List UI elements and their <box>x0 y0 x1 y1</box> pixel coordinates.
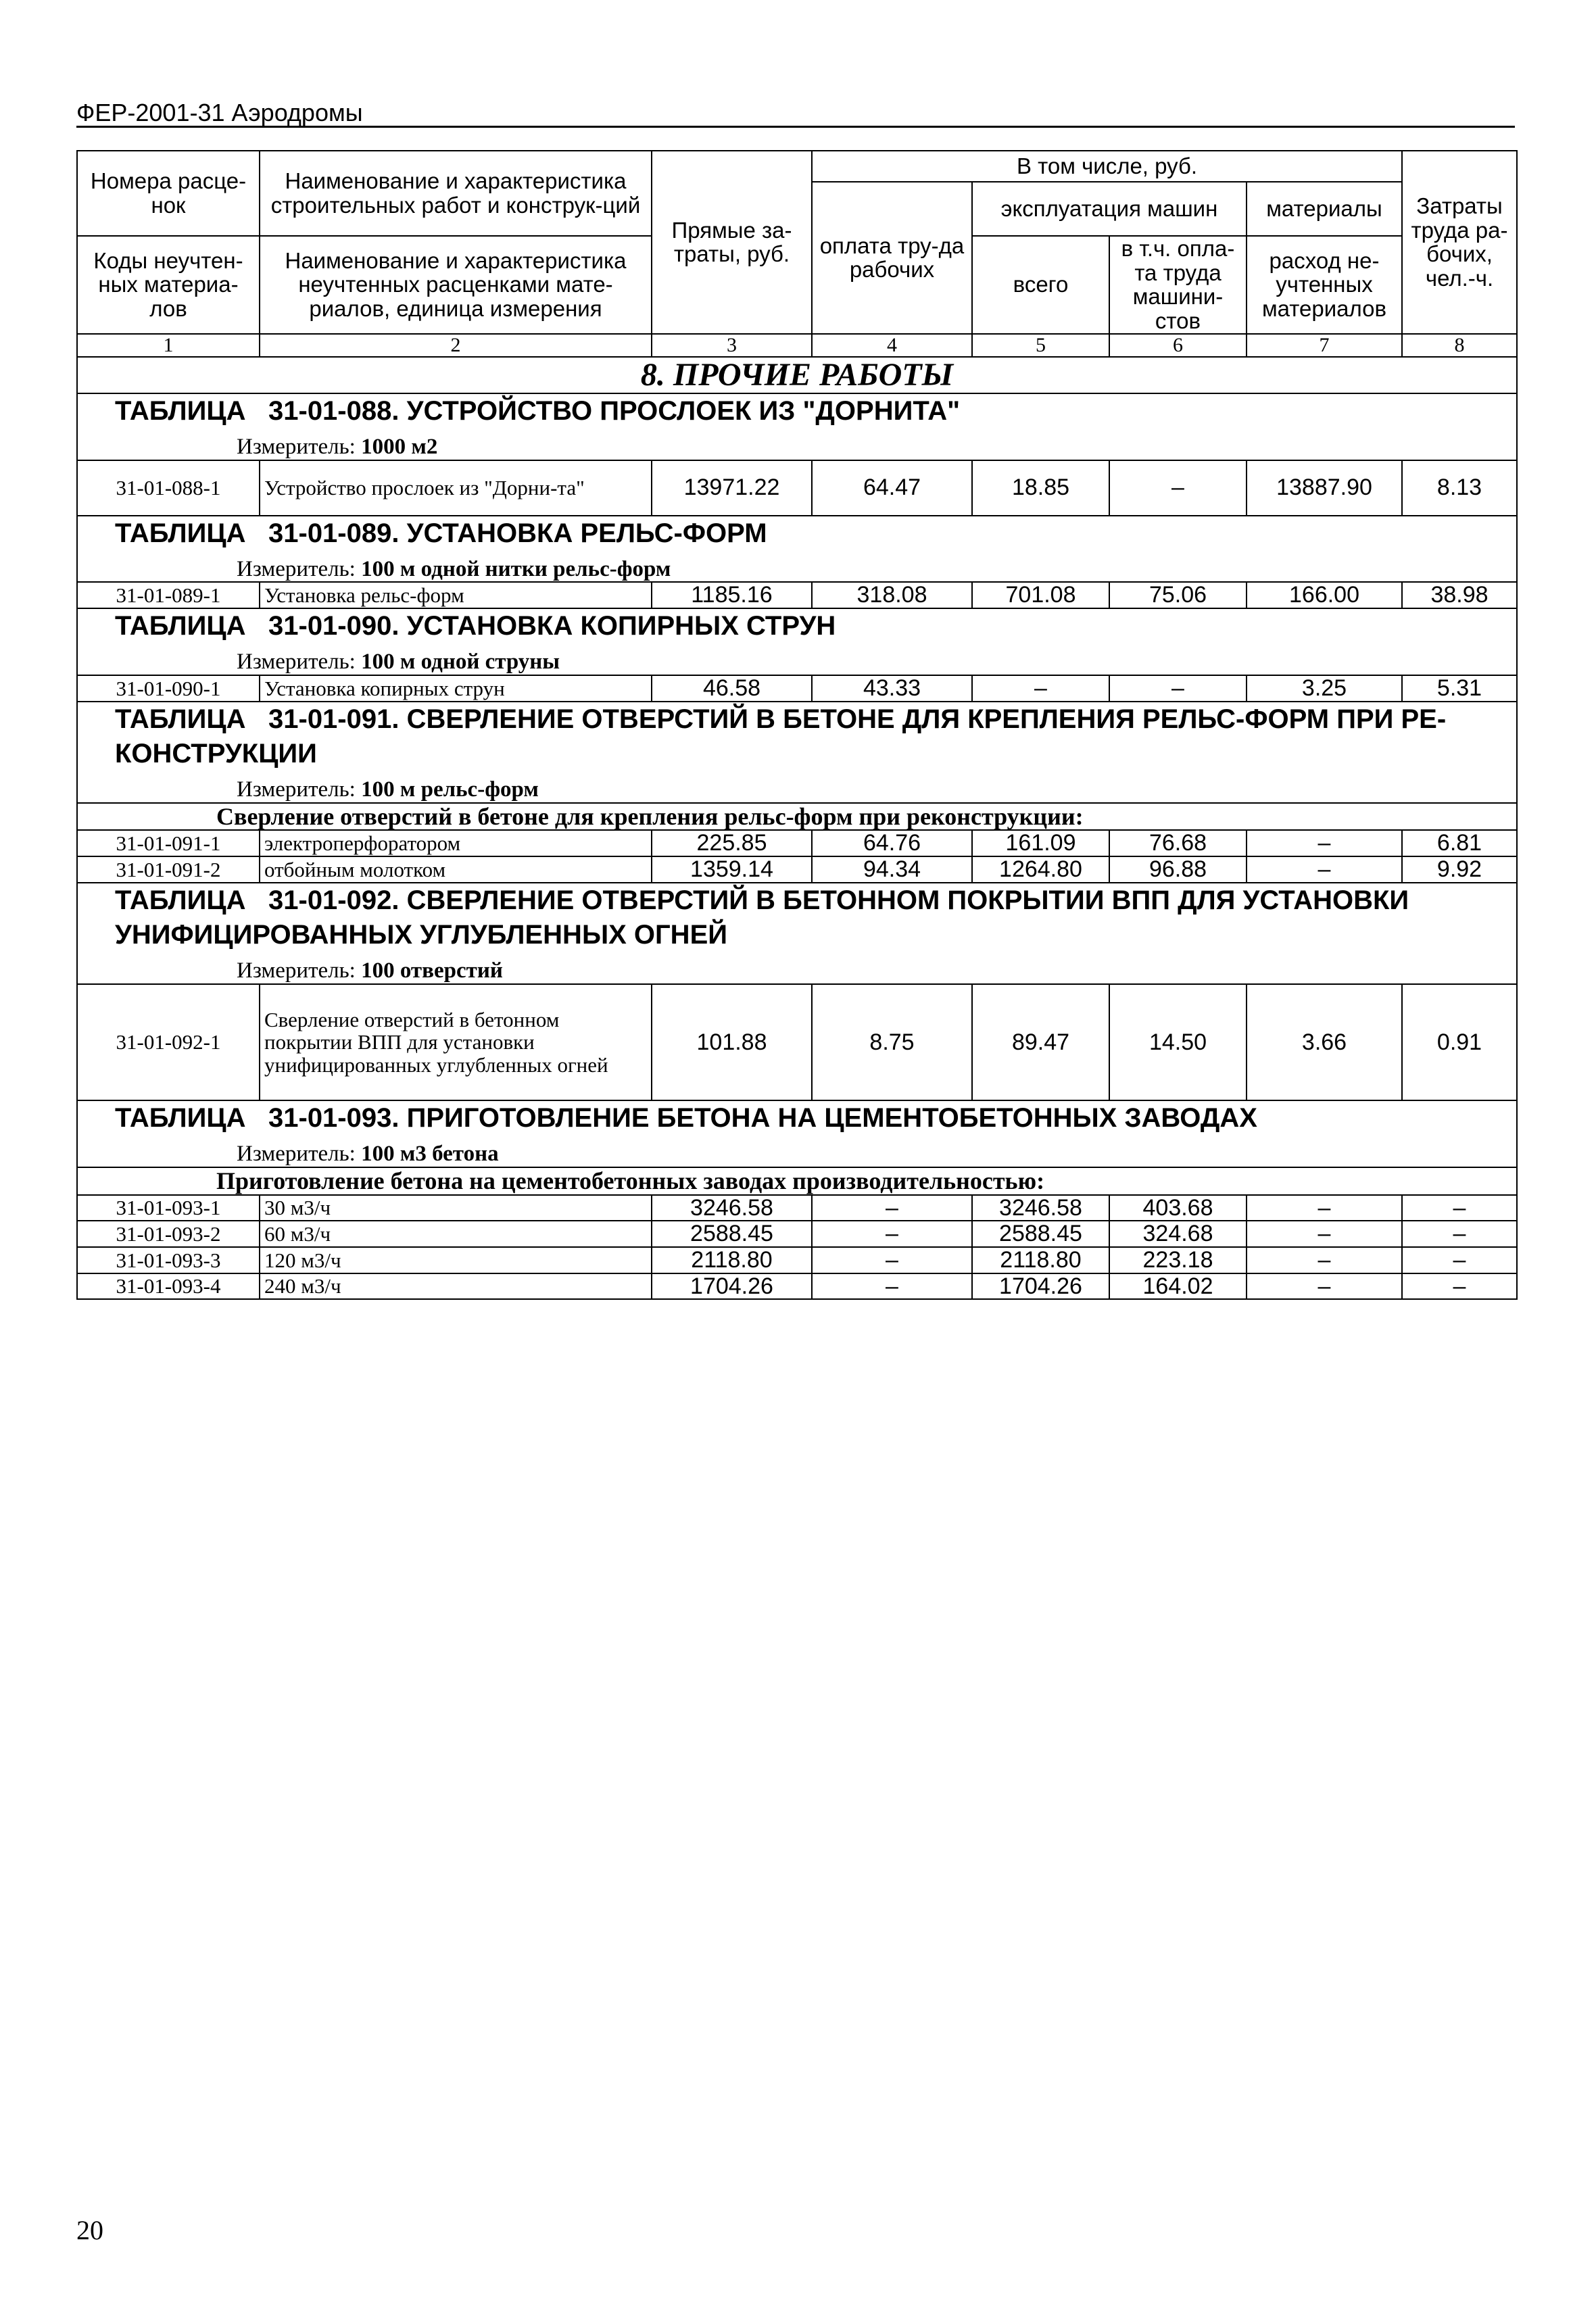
value-mach: 3246.58 <box>972 1195 1109 1221</box>
work-name: 120 м3/ч <box>260 1247 652 1273</box>
table-label: ТАБЛИЦА <box>115 395 246 426</box>
value-hours: 0.91 <box>1402 984 1517 1100</box>
header-including: В том числе, руб. <box>812 151 1402 182</box>
header-machine-operation: эксплуатация машин <box>972 182 1247 236</box>
page-number: 20 <box>76 2215 103 2245</box>
work-name: отбойным молотком <box>260 856 652 883</box>
value-mach-labor: – <box>1109 675 1247 702</box>
value-hours: – <box>1402 1247 1517 1273</box>
value-hours: 6.81 <box>1402 830 1517 856</box>
measure-unit <box>78 959 1516 983</box>
value-direct: 225.85 <box>652 830 812 856</box>
table-body <box>77 151 1517 1299</box>
table-label: ТАБЛИЦА <box>115 518 246 548</box>
value-mach: 1264.80 <box>972 856 1109 883</box>
rate-code: 31-01-091-1 <box>77 830 260 856</box>
measure-prefix: Измеритель: <box>237 777 356 802</box>
value-direct: 46.58 <box>652 675 812 702</box>
value-mach-labor: – <box>1109 460 1247 516</box>
value-mat: – <box>1247 856 1402 883</box>
subheading-row <box>77 1167 1517 1195</box>
value-hours: 8.13 <box>1402 460 1517 516</box>
value-labor: 64.76 <box>812 830 972 856</box>
column-number: 4 <box>812 334 972 357</box>
table-title-row <box>77 608 1517 675</box>
work-name: 60 м3/ч <box>260 1221 652 1247</box>
value-mat: – <box>1247 1195 1402 1221</box>
measure-prefix: Измеритель: <box>237 434 356 459</box>
rate-code: 31-01-090-1 <box>77 675 260 702</box>
value-mach-labor: 14.50 <box>1109 984 1247 1100</box>
subheading-cell <box>77 1167 1517 1195</box>
value-hours: – <box>1402 1273 1517 1300</box>
rates-table <box>76 150 1518 1300</box>
measure-unit <box>78 558 1516 582</box>
table-title-text: 31-01-088. УСТРОЙСТВО ПРОСЛОЕК ИЗ "ДОРНИТА" <box>268 395 961 426</box>
table-title-cell <box>77 516 1517 583</box>
header-work-name: Наименование и характеристика строительных работ и конструк-ций <box>260 151 652 236</box>
value-hours: – <box>1402 1221 1517 1247</box>
measure-value: 100 м одной нитки рельс-форм <box>361 556 671 581</box>
header-operator-pay: в т.ч. опла-та труда машини-стов <box>1109 236 1247 334</box>
value-hours: 9.92 <box>1402 856 1517 883</box>
value-labor: – <box>812 1273 972 1300</box>
table-title-text: 31-01-090. УСТАНОВКА КОПИРНЫХ СТРУН <box>268 611 836 641</box>
table-row <box>77 1195 1517 1221</box>
value-mat: – <box>1247 1273 1402 1300</box>
work-name: 30 м3/ч <box>260 1195 652 1221</box>
column-number: 8 <box>1402 334 1517 357</box>
table-label: ТАБЛИЦА <box>115 1102 246 1133</box>
table-title-row <box>77 1100 1517 1167</box>
value-mach: 2118.80 <box>972 1247 1109 1273</box>
table-row <box>77 1247 1517 1273</box>
value-mach-labor: 76.68 <box>1109 830 1247 856</box>
work-name: Сверление отверстий в бетонном покрытии ВПП для установки унифицированных углубленных огней <box>260 984 652 1100</box>
header-direct-costs: Прямые за-траты, руб. <box>652 151 812 334</box>
table-title-row <box>77 702 1517 803</box>
header-material-names: Наименование и характеристика неучтенных расценками мате-риалов, единица измерения <box>260 236 652 334</box>
table-title <box>78 516 1516 551</box>
table-title-text: 31-01-093. ПРИГОТОВЛЕНИЕ БЕТОНА НА ЦЕМЕНТОБЕТОННЫХ ЗАВОДАХ <box>268 1102 1257 1133</box>
measure-unit <box>78 1142 1516 1167</box>
measure-prefix: Измеритель: <box>237 556 356 581</box>
value-direct: 2118.80 <box>652 1247 812 1273</box>
document-header: ФЕР-2001-31 Аэродромы <box>76 99 363 126</box>
subheading: Приготовление бетона на цементобетонных заводах производительностью: <box>216 1167 1045 1194</box>
value-direct: 101.88 <box>652 984 812 1100</box>
column-number: 1 <box>77 334 260 357</box>
rate-code: 31-01-093-4 <box>77 1273 260 1300</box>
work-name: электроперфоратором <box>260 830 652 856</box>
table-title <box>78 609 1516 643</box>
column-numbers-row <box>77 334 1517 357</box>
column-number: 5 <box>972 334 1109 357</box>
subheading-row <box>77 803 1517 831</box>
table-title-row <box>77 393 1517 460</box>
value-mach: 2588.45 <box>972 1221 1109 1247</box>
table-row <box>77 856 1517 883</box>
column-number: 3 <box>652 334 812 357</box>
value-hours: 38.98 <box>1402 582 1517 608</box>
table-title-cell <box>77 1100 1517 1167</box>
table-row <box>77 675 1517 702</box>
measure-prefix: Измеритель: <box>237 1142 356 1167</box>
rate-code: 31-01-091-2 <box>77 856 260 883</box>
value-labor: – <box>812 1247 972 1273</box>
table-title-text: 31-01-091. СВЕРЛЕНИЕ ОТВЕРСТИЙ В БЕТОНЕ ДЛЯ КРЕПЛЕНИЯ РЕЛЬС-ФОРМ ПРИ РЕ-КОНСТРУКЦИИ <box>115 704 1447 769</box>
rate-code: 31-01-093-1 <box>77 1195 260 1221</box>
table-title-row <box>77 883 1517 984</box>
value-mach: 89.47 <box>972 984 1109 1100</box>
value-labor: 318.08 <box>812 582 972 608</box>
value-mach-labor: 324.68 <box>1109 1221 1247 1247</box>
table-label: ТАБЛИЦА <box>115 704 246 734</box>
rate-code: 31-01-088-1 <box>77 460 260 516</box>
value-mach: 18.85 <box>972 460 1109 516</box>
column-number: 2 <box>260 334 652 357</box>
value-direct: 3246.58 <box>652 1195 812 1221</box>
measure-prefix: Измеритель: <box>237 958 356 983</box>
table-row <box>77 1273 1517 1300</box>
header-rate-numbers: Номера расце-нок <box>77 151 260 236</box>
table-title-row <box>77 516 1517 583</box>
value-hours: – <box>1402 1195 1517 1221</box>
value-labor: 64.47 <box>812 460 972 516</box>
value-mach: 701.08 <box>972 582 1109 608</box>
header-materials: материалы <box>1247 182 1402 236</box>
work-name: Установка копирных струн <box>260 675 652 702</box>
table-title-cell <box>77 883 1517 984</box>
value-mat: 3.25 <box>1247 675 1402 702</box>
measure-value: 100 м рельс-форм <box>361 777 539 802</box>
measure-unit <box>78 435 1516 460</box>
work-name: Установка рельс-форм <box>260 582 652 608</box>
section-title: 8. ПРОЧИЕ РАБОТЫ <box>77 357 1517 393</box>
table-title <box>78 394 1516 429</box>
rate-code: 31-01-093-3 <box>77 1247 260 1273</box>
header-rule <box>76 126 1515 128</box>
table-title-text: 31-01-089. УСТАНОВКА РЕЛЬС-ФОРМ <box>268 518 767 548</box>
table-label: ТАБЛИЦА <box>115 611 246 641</box>
rate-code: 31-01-093-2 <box>77 1221 260 1247</box>
value-mach-labor: 164.02 <box>1109 1273 1247 1300</box>
subheading: Сверление отверстий в бетоне для крепления рельс-форм при реконструкции: <box>216 802 1084 830</box>
rate-code: 31-01-092-1 <box>77 984 260 1100</box>
header-material-codes: Коды неучтен-ных материа-лов <box>77 236 260 334</box>
measure-value: 1000 м2 <box>361 434 438 459</box>
table-title <box>78 1101 1516 1136</box>
table-title-cell <box>77 702 1517 803</box>
table-row <box>77 830 1517 856</box>
table-row <box>77 582 1517 608</box>
table-title-cell <box>77 393 1517 460</box>
value-direct: 2588.45 <box>652 1221 812 1247</box>
value-labor: 94.34 <box>812 856 972 883</box>
value-mat: – <box>1247 1221 1402 1247</box>
table-label: ТАБЛИЦА <box>115 885 246 915</box>
value-mach-labor: 96.88 <box>1109 856 1247 883</box>
measure-value: 100 м3 бетона <box>361 1142 499 1167</box>
value-direct: 1704.26 <box>652 1273 812 1300</box>
measure-prefix: Измеритель: <box>237 650 356 675</box>
value-mach-labor: 403.68 <box>1109 1195 1247 1221</box>
measure-value: 100 отверстий <box>361 958 503 983</box>
work-name: Устройство прослоек из "Дорни-та" <box>260 460 652 516</box>
value-mat: 3.66 <box>1247 984 1402 1100</box>
subheading-cell <box>77 803 1517 831</box>
value-hours: 5.31 <box>1402 675 1517 702</box>
value-mat: 13887.90 <box>1247 460 1402 516</box>
value-mach: – <box>972 675 1109 702</box>
section-title-row <box>77 357 1517 393</box>
table-title <box>78 702 1516 771</box>
value-direct: 1359.14 <box>652 856 812 883</box>
value-mat: – <box>1247 1247 1402 1273</box>
value-mach: 161.09 <box>972 830 1109 856</box>
header-worker-pay: оплата тру-да рабочих <box>812 182 972 334</box>
header-unaccounted-materials: расход не-учтенных материалов <box>1247 236 1402 334</box>
header-labor-hours: Затраты труда ра-бочих, чел.-ч. <box>1402 151 1517 334</box>
table-row <box>77 460 1517 516</box>
value-mach-labor: 75.06 <box>1109 582 1247 608</box>
value-mat: 166.00 <box>1247 582 1402 608</box>
value-mach-labor: 223.18 <box>1109 1247 1247 1273</box>
column-number: 7 <box>1247 334 1402 357</box>
header-row-1 <box>77 151 1517 182</box>
table-row <box>77 984 1517 1100</box>
measure-value: 100 м одной струны <box>361 650 560 675</box>
value-labor: 43.33 <box>812 675 972 702</box>
table-title-cell <box>77 608 1517 675</box>
column-number: 6 <box>1109 334 1247 357</box>
value-labor: – <box>812 1221 972 1247</box>
value-labor: – <box>812 1195 972 1221</box>
value-labor: 8.75 <box>812 984 972 1100</box>
table-row <box>77 1221 1517 1247</box>
header-machines-total: всего <box>972 236 1109 334</box>
value-direct: 13971.22 <box>652 460 812 516</box>
table-title <box>78 883 1516 952</box>
table-title-text: 31-01-092. СВЕРЛЕНИЕ ОТВЕРСТИЙ В БЕТОННОМ ПОКРЫТИИ ВПП ДЛЯ УСТАНОВКИ УНИФИЦИРОВАННЫХ УГЛУБЛЕННЫХ ОГНЕЙ <box>115 885 1409 950</box>
work-name: 240 м3/ч <box>260 1273 652 1300</box>
measure-unit <box>78 650 1516 675</box>
rate-code: 31-01-089-1 <box>77 582 260 608</box>
value-mat: – <box>1247 830 1402 856</box>
measure-unit <box>78 778 1516 802</box>
value-direct: 1185.16 <box>652 582 812 608</box>
value-mach: 1704.26 <box>972 1273 1109 1300</box>
